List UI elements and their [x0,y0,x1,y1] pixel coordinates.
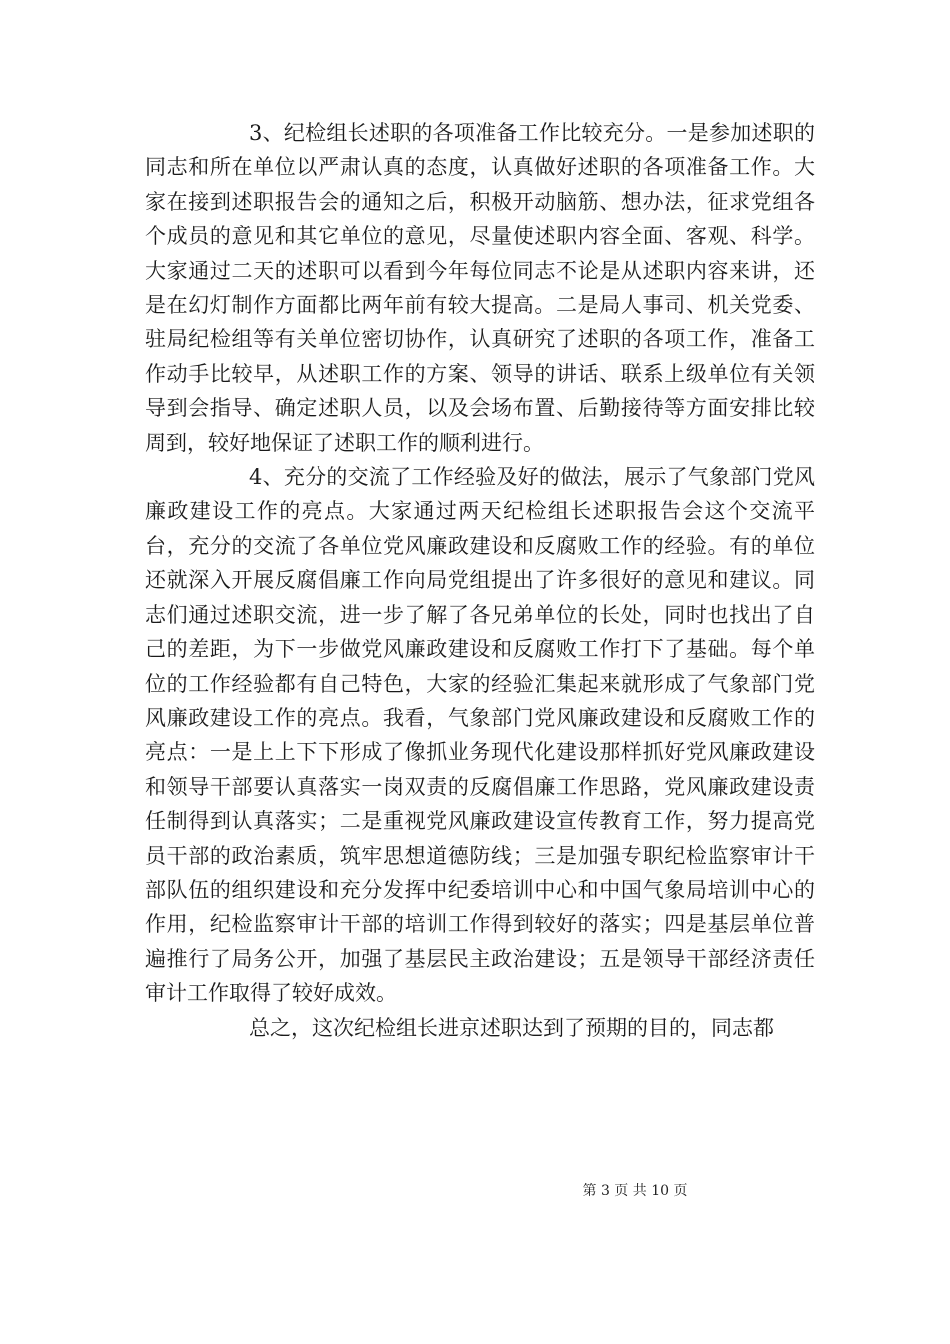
paragraph-preparation: 3、纪检组长述职的各项准备工作比较充分。一是参加述职的同志和所在单位以严肃认真的态度，认真做好述职的各项准备工作。大家在接到述职报告会的通知之后，积极开动脑筋、想办法，征求党组各个成员的意见和其它单位的意见，尽量使述职内容全面、客观、科学。大家通过二天的述职可以看到今年每位同志不论是从述职内容来讲，还是在幻灯制作方面都比两年前有较大提高。二是局人事司、机关党委、驻局纪检组等有关单位密切协作，认真研究了述职的各项工作，准备工作动手比较早，从述职工作的方案、领导的讲话、联系上级单位有关领导到会指导、确定述职人员，以及会场布置、后勤接待等方面安排比较周到，较好地保证了述职工作的顺利进行。 [145,121,815,455]
paragraph-experience-exchange: 4、充分的交流了工作经验及好的做法，展示了气象部门党风廉政建设工作的亮点。大家通过两天纪检组长述职报告会这个交流平台，充分的交流了各单位党风廉政建设和反腐败工作的经验。有的单位还就深入开展反腐倡廉工作向局党组提出了许多很好的意见和建议。同志们通过述职交流，进一步了解了各兄弟单位的长处，同时也找出了自己的差距，为下一步做党风廉政建设和反腐败工作打下了基础。每个单位的工作经验都有自己特色，大家的经验汇集起来就形成了气象部门党风廉政建设工作的亮点。我看，气象部门党风廉政建设和反腐败工作的亮点：一是上上下下形成了像抓业务现代化建设那样抓好党风廉政建设和领导干部要认真落实一岗双责的反腐倡廉工作思路，党风廉政建设责任制得到认真落实；二是重视党风廉政建设宣传教育工作，努力提高党员干部的政治素质，筑牢思想道德防线；三是加强专职纪检监察审计干部队伍的组织建设和充分发挥中纪委培训中心和中国气象局培训中心的作用，纪检监察审计干部的培训工作得到较好的落实；四是基层单位普遍推行了局务公开，加强了基层民主政治建设；五是领导干部经济责任审计工作取得了较好成效。 [145,465,815,1006]
page-number-footer: 第 3 页 共 10 页 [582,1183,688,1199]
document-body [145,116,815,1045]
paragraph-conclusion: 总之，这次纪检组长进京述职达到了预期的目的，同志都 [249,1015,774,1040]
